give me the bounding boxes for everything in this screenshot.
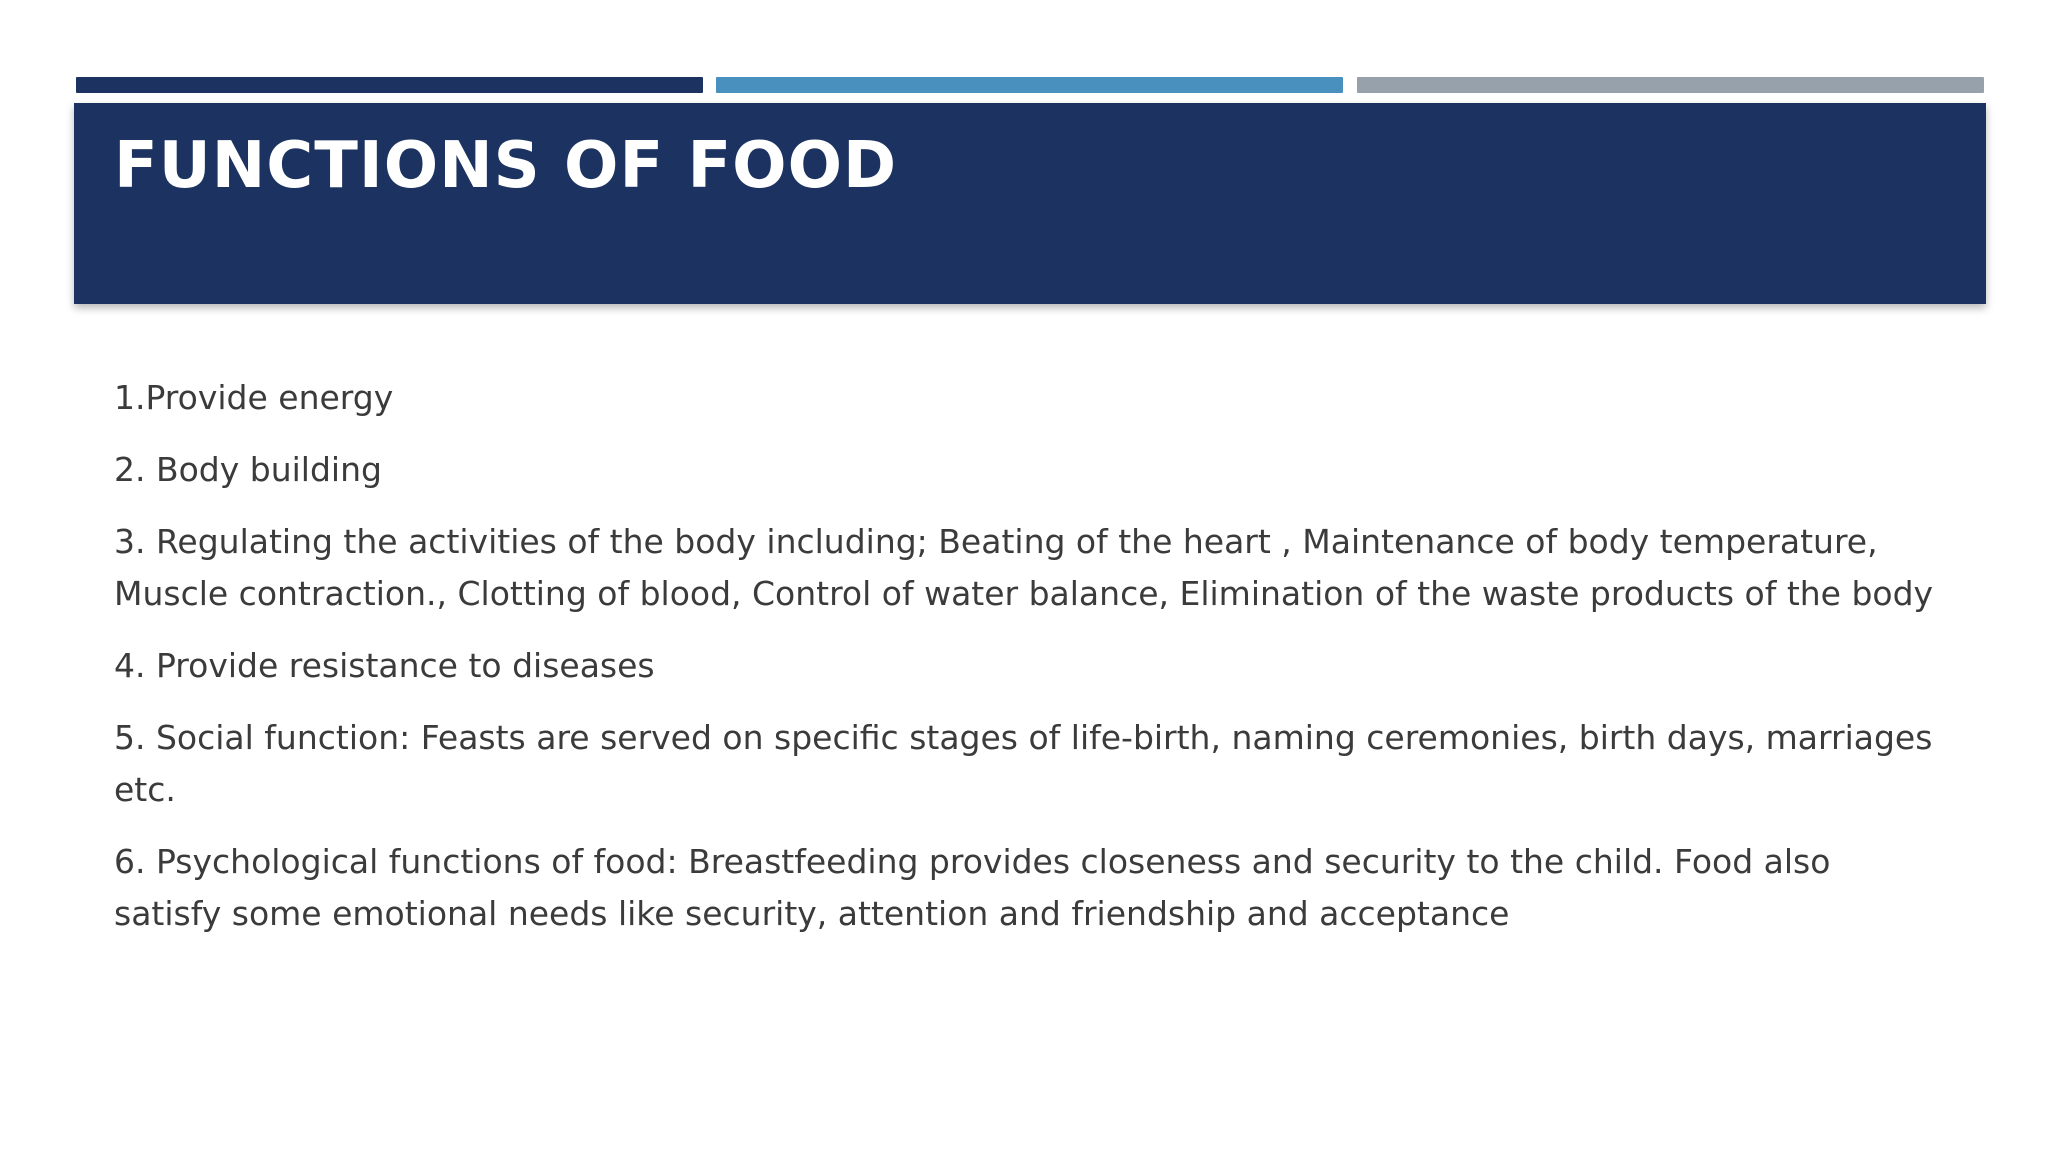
list-item: 4. Provide resistance to diseases: [114, 646, 655, 685]
accent-bar-navy: [76, 77, 703, 93]
accent-bar-gray: [1357, 77, 1984, 93]
slide-title: FUNCTIONS OF FOOD: [114, 129, 898, 203]
title-band: [74, 103, 1986, 304]
list-item: 3. Regulating the activities of the body including; Beating of the heart , Maintenance of body temperature, Muscle contraction., Clotting of blood, Control of water balance, Elimination of the waste products of the body: [114, 522, 1934, 613]
list-item: 1.Provide energy: [114, 378, 394, 417]
accent-bar-blue: [716, 77, 1343, 93]
list-item: 2. Body building: [114, 450, 382, 489]
content-body: [114, 372, 1944, 960]
list-item: 6. Psychological functions of food: Breastfeeding provides closeness and security to the child. Food also satisfy some emotional needs like security, attention and friendship and acceptance: [114, 842, 1831, 933]
list-item: 5. Social function: Feasts are served on specific stages of life-birth, naming ceremonies, birth days, marriages etc.: [114, 718, 1933, 809]
